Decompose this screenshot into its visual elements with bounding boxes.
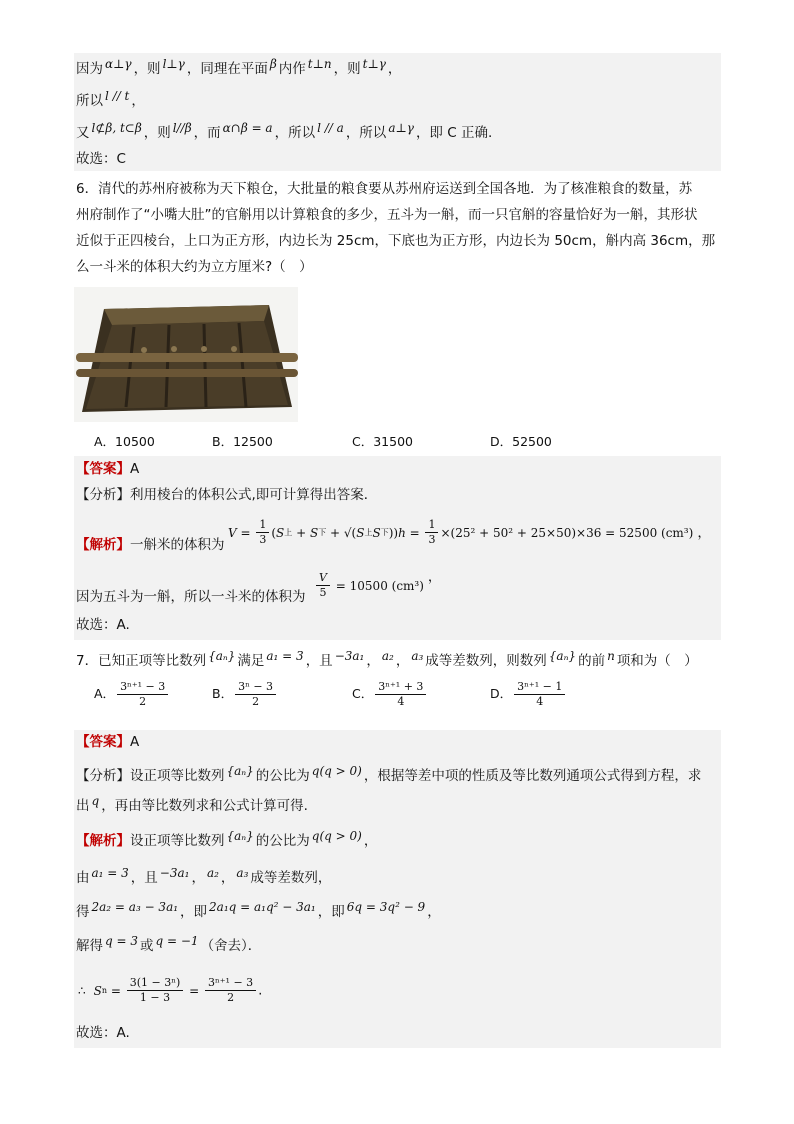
q6-solution-label: 【解析】一斛米的体积为 [76,537,225,553]
q6-stem-line-1: 6．清代的苏州府被称为天下粮仓，大批量的粮食要从苏州府运送到全国各地．为了核准粮食的数量，苏 [76,181,693,197]
q7-option-c[interactable]: C． $\frac{\text{3ⁿ⁺¹ + 3}}{4}$ [352,680,428,709]
prev-line-2: 所以 l // t ， [76,89,145,109]
q7-option-b[interactable]: B． $\frac{\text{3ⁿ − 3}}{2}$ [212,680,278,709]
q7-solution-line-2: 由 a₁ = 3 ，且 −3a₁ ， a₂ ， a₃ 成等差数列， [76,866,332,886]
q6-option-d[interactable]: D．52500 [490,434,552,449]
prev-line-1: 因为 α⊥γ ，则 l⊥γ ，同理在平面 β 内作 t⊥n ，则 t⊥γ ， [76,57,402,77]
q6-answer: 【答案】A [76,461,140,477]
q6-option-c[interactable]: C．31500 [352,434,413,449]
q6-solution-line-2: 因为五斗为一斛，所以一斗米的体积为 [76,589,306,605]
q7-sum-formula: ∴ S n = $\frac{\text{3(1 − 3ⁿ)}}{1 - 3}$ = $\frac{\text{3ⁿ⁺¹ − 3}}{2}$ . [78,976,263,1004]
q6-choose: 故选：A. [76,617,130,633]
q6-stem-line-2: 州府制作了“小嘴大肚”的官斛用以计算粮食的多少，五斗为一斛，而一只官斛的容量恰好为一斛，其形状 [76,207,698,223]
q7-solution-line-1: 【解析】设正项等比数列 {aₙ} 的公比为 q(q > 0) ， [76,829,378,849]
q7-answer: 【答案】A [76,734,140,750]
q7-solution-line-4: 解得 q = 3 或 q = −1 （舍去）． [76,934,262,954]
prev-choose: 故选：C [76,151,126,167]
q7-solution-line-3: 得 2a₂ = a₃ − 3a₁ ，即 2a₁q = a₁q² − 3a₁ ，即 6q = 3q² − 9 ， [76,900,441,920]
q7-analysis-line-2: 出 q ，再由等比数列求和公式计算可得. [76,794,308,814]
q6-option-b[interactable]: B．12500 [212,434,273,449]
q7-choose: 故选：A. [76,1025,130,1041]
q7-stem: 7．已知正项等比数列 {aₙ} 满足 a₁ = 3 ，且 −3a₁ ， a₂ ， a₃ 成等差数列，则数列 {aₙ} 的前 n 项和为（ ） [76,649,698,669]
q6-option-a[interactable]: A．10500 [94,434,155,449]
q6-formula-2: $\frac{V}{5}$ = 10500 (cm³) ， [314,568,441,600]
prev-line-3: 又 l⊄β, t⊂β ，则 l//β ，而 α∩β = a ，所以 l // a ，所以 a⊥γ ，即 C 正确. [76,121,493,141]
grain-measure-photo [74,287,298,422]
q7-option-a[interactable]: A． $\frac{\text{3ⁿ⁺¹ − 3}}{2}$ [94,680,170,709]
q7-analysis-line-1: 【分析】设正项等比数列 {aₙ} 的公比为 q(q > 0) ，根据等差中项的性质及等比数列通项公式得到方程，求 [76,764,702,784]
q6-formula-1: V = $\frac{1}{3}$ ( S 上 + S 下 + √( S 上 S 下 )) h = $\frac{1}{3}$ ×(25² + 50² + 25×50)×36 = 52500 (cm³) ， [228,518,711,546]
q6-stem-line-4: 么一斗米的体积大约为立方厘米?（ ） [76,259,313,275]
q7-option-d[interactable]: D． $\frac{\text{3ⁿ⁺¹ − 1}}{4}$ [490,680,567,709]
q6-stem-line-3: 近似于正四棱台，上口为正方形，内边长为 25cm，下底也为正方形，内边长为 50cm，斛内高 36cm，那 [76,233,716,249]
q6-analysis: 【分析】利用棱台的体积公式,即可计算得出答案． [76,487,378,503]
